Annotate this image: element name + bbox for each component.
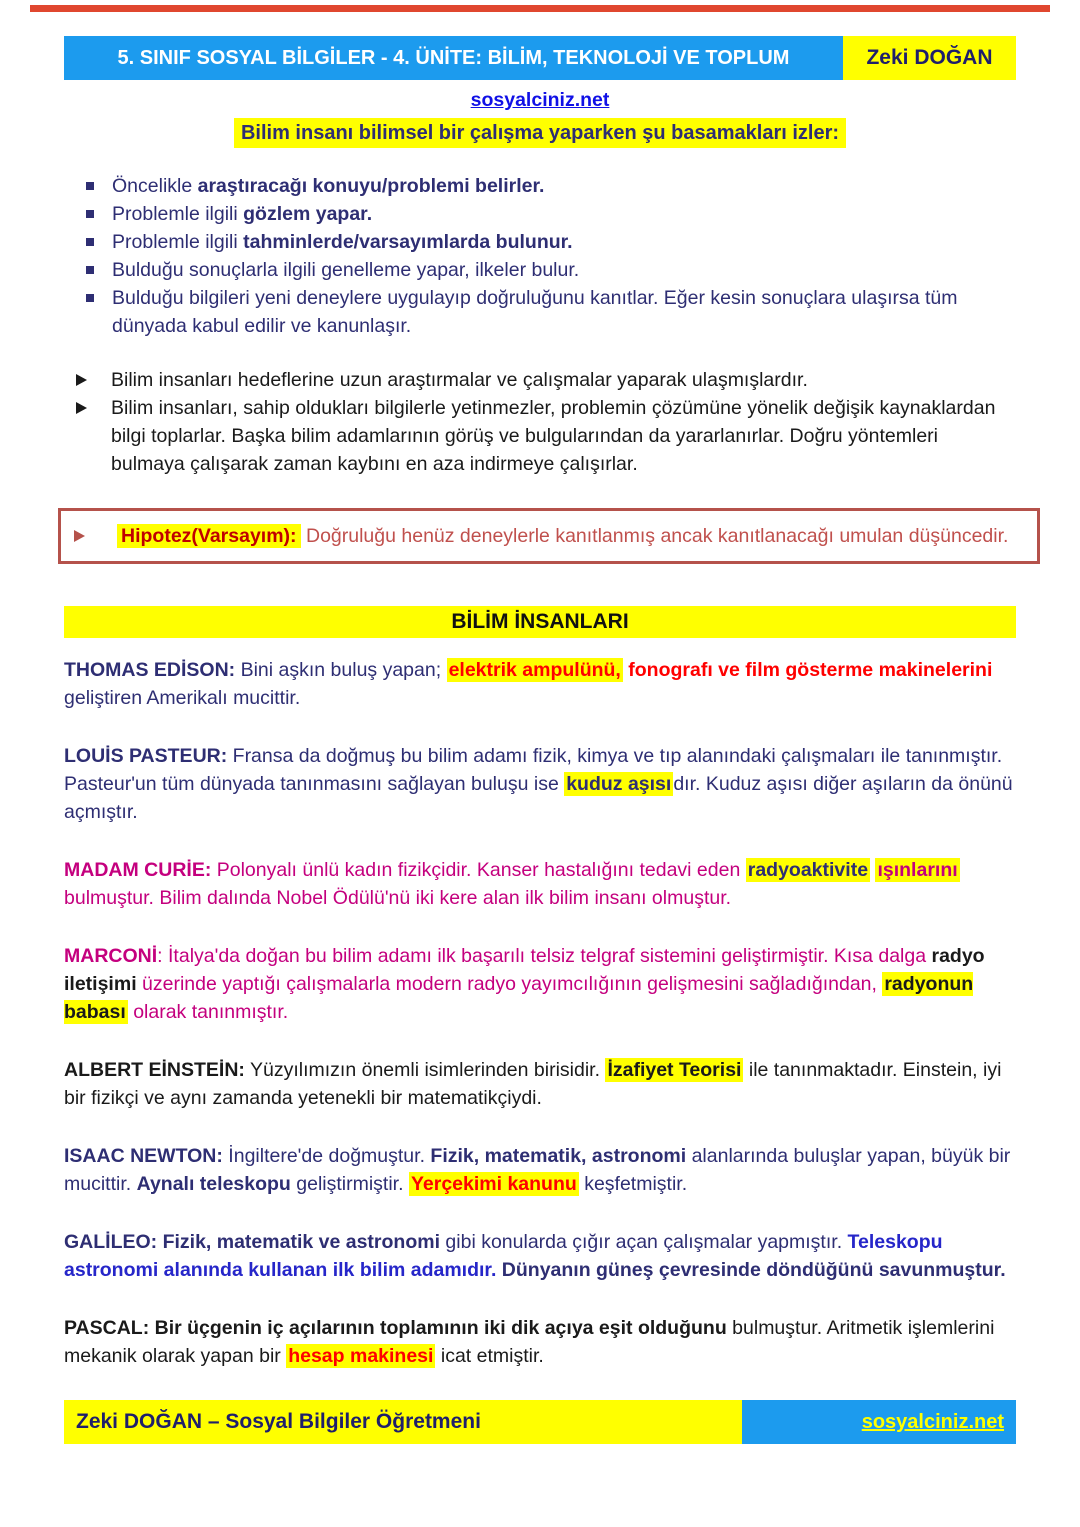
arrow-bullet-icon (76, 374, 98, 386)
intro-heading-row (64, 118, 1016, 148)
text-segment: fonografı ve film gösterme makinelerini (622, 659, 993, 681)
text-segment: Bulduğu sonuçlarla ilgili genelleme yapar, ilkeler bulur. (112, 259, 580, 281)
header-title: 5. SINIF SOSYAL BİLGİLER - 4. ÜNİTE: BİLİM, TEKNOLOJİ VE TOPLUM (117, 46, 790, 69)
hypothesis-definition: Doğruluğu henüz deneylerle kanıtlanmış ancak kanıtlanacağı umulan düşüncedir. (300, 525, 1009, 547)
top-accent-bar (30, 5, 1050, 12)
step-item (64, 228, 1016, 256)
notes-list (64, 366, 1016, 478)
text-segment: Dünyanın güneş çevresinde döndüğünü savunmuştur. (501, 1259, 1006, 1281)
text-segment: geliştirmiştir. (290, 1173, 409, 1195)
site-link[interactable]: sosyalciniz.net (470, 89, 610, 111)
steps-list (64, 172, 1016, 340)
text-segment: Teleskopu astronomi alanında kullanan ilk bilim adamıdır. (64, 1231, 943, 1281)
text-segment: MADAM CURİE: (64, 859, 212, 881)
step-item (64, 256, 1016, 284)
arrow-bullet-icon (76, 402, 98, 414)
text-segment: ALBERT EİNSTEİN: (64, 1059, 245, 1081)
site-link-row (64, 87, 1016, 115)
text-segment: Öncelikle (112, 175, 198, 197)
text-segment: İngiltere'de doğmuştur. (222, 1145, 431, 1167)
text-segment: gözlem yapar. (243, 203, 373, 225)
text-segment: radyo iletişimi (64, 945, 985, 995)
text-segment: Bini aşkın buluş yapan; (235, 659, 447, 681)
page-header (64, 36, 1016, 80)
text-segment: Yerçekimi kanunu (410, 1173, 577, 1195)
step-text (112, 200, 1016, 228)
text-segment: ISAAC NEWTON: (64, 1145, 223, 1167)
text-segment: bulmuştur. Aritmetik işlemlerini mekanik olarak yapan bir (64, 1317, 995, 1367)
section-title-band (64, 606, 1016, 638)
text-segment: Aynalı teleskopu (136, 1173, 291, 1195)
text-segment: Problemle ilgili (112, 203, 244, 225)
scientist-edison (64, 656, 1016, 712)
note-text: Bilim insanları hedeflerine uzun araştırmalar ve çalışmalar yaparak ulaşmışlardır. (111, 369, 808, 391)
step-item (64, 200, 1016, 228)
text-segment: GALİLEO: Fizik, matematik ve astronomi (64, 1231, 441, 1253)
text-segment: Fizik, matematik, astronomi (430, 1145, 687, 1167)
text-segment: hesap makinesi (288, 1345, 434, 1367)
footer-site-link[interactable]: sosyalciniz.net (861, 1411, 1004, 1433)
text-segment: Polonyalı ünlü kadın fizikçidir. Kanser hastalığını tedavi eden (211, 859, 746, 881)
author-badge (843, 36, 1016, 80)
square-bullet-icon (86, 266, 94, 274)
square-bullet-icon (86, 294, 94, 302)
note-item (64, 366, 1016, 394)
text-segment: ışınlarını (877, 859, 958, 881)
text-segment: icat etmiştir. (435, 1345, 544, 1367)
step-item (64, 172, 1016, 200)
text-segment: kuduz aşısı (566, 773, 672, 795)
footer-author-bar (64, 1400, 742, 1444)
scientist-newton (64, 1142, 1016, 1198)
square-bullet-icon (86, 182, 94, 190)
step-item (64, 284, 1016, 340)
hypothesis-text (117, 522, 1021, 550)
author-name: Zeki DOĞAN (866, 46, 993, 69)
text-segment: üzerinde yaptığı çalışmalarla modern radyo yayımcılığının gelişmesini sağladığından, (136, 973, 883, 995)
text-segment: radyonun babası (64, 973, 974, 1023)
step-text (112, 172, 1016, 200)
note-text: Bilim insanları, sahip oldukları bilgilerle yetinmezler, problemin çözümüne yönelik değişik kaynaklardan bilgi toplarlar. Başka bilim adamlarının görüş ve bulgularından da yararlanırlar. Doğru yöntemleri bulmaya çalışarak zaman kaybını en aza indirmeye çalışırlar. (111, 397, 996, 475)
footer-site-bar (742, 1400, 1016, 1444)
text-segment: dır. Kuduz aşısı diğer aşıların da önünü açmıştır. (64, 773, 1013, 823)
scientist-galileo (64, 1228, 1016, 1284)
text-segment: Problemle ilgili (112, 231, 244, 253)
text-segment: elektrik ampulünü, (448, 659, 621, 681)
text-segment: : İtalya'da doğan bu bilim adamı ilk başarılı telsiz telgraf sistemini geliştirmiştir. Kısa dalga (157, 945, 932, 967)
text-segment: İzafiyet Teorisi (607, 1059, 742, 1081)
text-segment: Yüzyılımızın önemli isimlerinden birisidir. (244, 1059, 606, 1081)
text-segment: gibi konularda çığır açan çalışmalar yapmıştır. (440, 1231, 848, 1253)
scientist-einstein (64, 1056, 1016, 1112)
text-segment: geliştiren Amerikalı mucittir. (64, 687, 301, 709)
scientist-pascal (64, 1314, 1016, 1370)
text-segment: tahminlerde/varsayımlarda bulunur. (243, 231, 573, 253)
note-item (64, 394, 1016, 478)
text-segment: Bulduğu bilgileri yeni deneylere uygulayıp doğruluğunu kanıtlar. Eğer kesin sonuçlara ulaşırsa tüm dünyada kabul edilir ve kanunlaşır. (112, 287, 958, 337)
scientist-curie (64, 856, 1016, 912)
step-text (112, 256, 1016, 284)
text-segment: MARCONİ (64, 945, 158, 967)
scientist-pasteur (64, 742, 1016, 826)
header-title-bar (64, 36, 843, 80)
text-segment: ile tanınmaktadır. Einstein, iyi bir fizikçi ve aynı zamanda yetenekli bir matematikçiydi. (64, 1059, 1002, 1109)
text-segment: THOMAS EDİSON: (64, 659, 236, 681)
scientist-marconi (64, 942, 1016, 1026)
text-segment: Fransa da doğmuş bu bilim adamı fizik, kimya ve tıp alanındaki çalışmaları ile tanınmıştır. Pasteur'un tüm dünyada tanınmasını sağlayan buluşu ise (64, 745, 1003, 795)
section-title: BİLİM İNSANLARI (451, 610, 629, 633)
square-bullet-icon (86, 210, 94, 218)
step-text (112, 284, 1016, 340)
text-segment: araştıracağı konuyu/problemi belirler. (197, 175, 545, 197)
intro-heading: Bilim insanı bilimsel bir çalışma yaparken şu basamakları izler: (234, 118, 846, 148)
text-segment: keşfetmiştir. (578, 1173, 688, 1195)
hypothesis-term: Hipotez(Varsayım): (117, 524, 301, 548)
text-segment: radyoaktivite (747, 859, 869, 881)
footer-author: Zeki DOĞAN – Sosyal Bilgiler Öğretmeni (76, 1410, 481, 1433)
text-segment: PASCAL: Bir üçgenin iç açılarının toplamının iki dik açıya eşit olduğunu (64, 1317, 727, 1339)
text-segment: bulmuştur. Bilim dalında Nobel Ödülü'nü iki kere alan ilk bilim insanı olmuştur. (64, 887, 732, 909)
text-segment: LOUİS PASTEUR: (64, 745, 228, 767)
arrow-bullet-icon (74, 530, 96, 542)
step-text (112, 228, 1016, 256)
text-segment: olarak tanınmıştır. (127, 1001, 289, 1023)
text-segment: alanlarında buluşlar yapan, büyük bir mucittir. (64, 1145, 1011, 1195)
page-footer (64, 1400, 1016, 1444)
square-bullet-icon (86, 238, 94, 246)
hypothesis-box (58, 508, 1040, 564)
